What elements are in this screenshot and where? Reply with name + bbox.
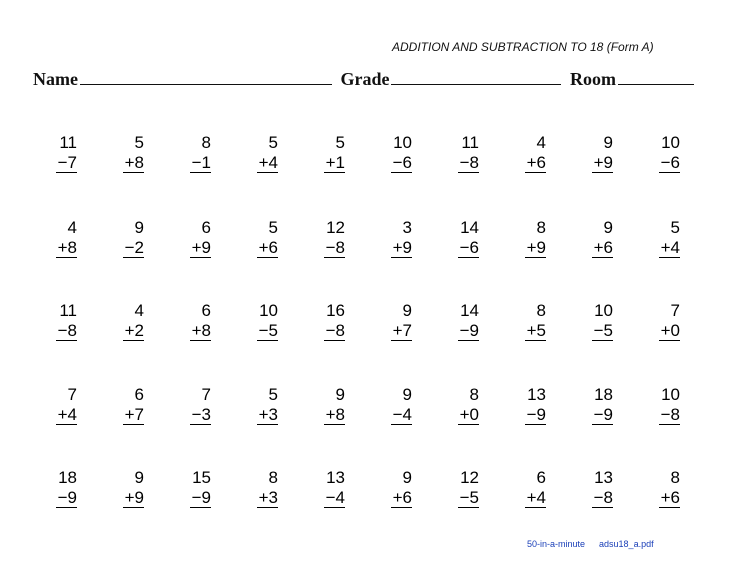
problem-operator-number [100,153,144,173]
problem-operator-number [167,238,211,258]
problem-top-number: 5 [268,385,278,404]
problem-operator-number [234,153,278,173]
problem [368,218,412,258]
problem-operator-number [100,405,144,425]
problem-bottom-value: +4 [660,238,680,257]
problem-top-number: 6 [134,385,144,404]
problem-top-number: 6 [201,301,211,320]
problem [502,385,546,425]
problem-top-number: 15 [192,468,211,487]
problem-operator-number [33,238,77,258]
problem-operator-number [167,488,211,508]
problem-operator-number [33,153,77,173]
problem-operator-number [569,488,613,508]
problem [234,218,278,258]
problem-bottom-value: −9 [526,405,546,424]
problem-bottom-value: +4 [57,405,77,424]
problem-operator-number [502,405,546,425]
problem [569,385,613,425]
problem-bottom-value: +8 [191,321,211,340]
problem-bottom-value: −1 [191,153,211,172]
problem-bottom-value: −3 [191,405,211,424]
problem [435,218,479,258]
problem [368,301,412,341]
problem [502,133,546,173]
problem-operator-number [502,321,546,341]
problem-top-number: 9 [335,385,345,404]
problem-operator-number [301,153,345,173]
problem-top-number: 4 [134,301,144,320]
problem-bottom-value: −8 [325,321,345,340]
name-label: Name [33,69,78,89]
problem-operator-number [435,153,479,173]
problem-operator-number [502,488,546,508]
problem-bottom-value: −8 [459,153,479,172]
problem-bottom-value: +8 [57,238,77,257]
problem-bottom-value: −8 [660,405,680,424]
problem-top-number: 8 [536,218,546,237]
problem-operator-number [435,238,479,258]
problem-top-number: 14 [460,218,479,237]
problem-operator-number [435,321,479,341]
problem-operator-number [569,321,613,341]
problem-top-number: 6 [201,218,211,237]
problem-operator-number [636,321,680,341]
problem-bottom-value: +6 [660,488,680,507]
room-label: Room [569,69,616,89]
problem-top-number: 4 [536,133,546,152]
footer-source: 50-in-a-minute [527,539,586,549]
problem-operator-number [368,321,412,341]
problem [100,468,144,508]
problem [234,301,278,341]
problem-top-number: 9 [603,218,613,237]
problem [234,385,278,425]
problem-operator-number [636,238,680,258]
problem-bottom-value: +9 [392,238,412,257]
problem-operator-number [33,488,77,508]
problem-top-number: 10 [594,301,613,320]
problem [33,468,77,508]
problem [636,385,680,425]
problem-top-number: 8 [201,133,211,152]
problem-bottom-value: +0 [459,405,479,424]
footer [527,539,654,549]
problem-top-number: 10 [661,133,680,152]
problem-top-number: 7 [67,385,77,404]
problem-bottom-value: +7 [392,321,412,340]
problem-top-number: 14 [460,301,479,320]
problem [435,133,479,173]
problem-bottom-value: −5 [459,488,479,507]
problem [100,301,144,341]
problem-top-number: 8 [469,385,479,404]
problem-top-number: 18 [594,385,613,404]
problem-top-number: 5 [268,133,278,152]
problem [502,468,546,508]
problem-operator-number [368,238,412,258]
problem [502,218,546,258]
problem-bottom-value: −5 [593,321,613,340]
problem-operator-number [100,321,144,341]
problem-bottom-value: −6 [392,153,412,172]
problem-bottom-value: +3 [258,488,278,507]
problem-bottom-value: +0 [660,321,680,340]
problem [167,385,211,425]
problem [569,218,613,258]
problem-top-number: 12 [326,218,345,237]
problem-operator-number [502,238,546,258]
problem [368,385,412,425]
problem-top-number: 7 [201,385,211,404]
problem [234,468,278,508]
problem [435,301,479,341]
problem-bottom-value: −7 [57,153,77,172]
problem-operator-number [301,238,345,258]
problem-bottom-value: +6 [258,238,278,257]
problem-bottom-value: +9 [191,238,211,257]
problem-operator-number [636,405,680,425]
problem-operator-number [234,405,278,425]
problem-bottom-value: +8 [124,153,144,172]
problem-operator-number [435,405,479,425]
problem [167,468,211,508]
problem-bottom-value: −2 [124,238,144,257]
problem-operator-number [569,238,613,258]
problem-bottom-value: −9 [191,488,211,507]
problem [301,301,345,341]
problem [301,133,345,173]
problem-top-number: 5 [134,133,144,152]
problem-operator-number [167,153,211,173]
problem-top-number: 5 [670,218,680,237]
problem-top-number: 16 [326,301,345,320]
problem-bottom-value: +2 [124,321,144,340]
problem [301,385,345,425]
problem-operator-number [33,321,77,341]
problem-operator-number [167,405,211,425]
problem-operator-number [569,153,613,173]
problem-top-number: 9 [134,468,144,487]
problem-bottom-value: −6 [660,153,680,172]
problem-operator-number [33,405,77,425]
problem-bottom-value: +3 [258,405,278,424]
problem [569,133,613,173]
problem-top-number: 11 [461,133,479,152]
problem [502,301,546,341]
problem-top-number: 3 [402,218,412,237]
problem [33,218,77,258]
problem-operator-number [368,488,412,508]
footer-filename: adsu18_a.pdf [599,539,654,549]
problem [569,301,613,341]
problem-bottom-value: −8 [325,238,345,257]
problem [368,468,412,508]
problem-top-number: 12 [460,468,479,487]
problem-top-number: 9 [402,385,412,404]
problem-bottom-value: +6 [392,488,412,507]
problem-bottom-value: −8 [593,488,613,507]
problem-bottom-value: −5 [258,321,278,340]
problem [636,133,680,173]
problem-bottom-value: −4 [325,488,345,507]
problem [636,468,680,508]
problem [100,133,144,173]
problem-bottom-value: −9 [57,488,77,507]
problem [167,301,211,341]
problem [167,133,211,173]
problem-operator-number [167,321,211,341]
problem-top-number: 13 [594,468,613,487]
problem-top-number: 9 [402,468,412,487]
problem [33,385,77,425]
problem-top-number: 10 [259,301,278,320]
problem-top-number: 6 [536,468,546,487]
problem-bottom-value: +4 [258,153,278,172]
problem-top-number: 4 [67,218,77,237]
worksheet-title: ADDITION AND SUBTRACTION TO 18 (Form A) [392,40,654,54]
problem [100,385,144,425]
problem-top-number: 13 [326,468,345,487]
problem [33,133,77,173]
problem-top-number: 13 [527,385,546,404]
problem-bottom-value: −9 [459,321,479,340]
problem-top-number: 11 [59,301,77,320]
problem-top-number: 7 [670,301,680,320]
problem [301,468,345,508]
problem-top-number: 11 [59,133,77,152]
problem-top-number: 18 [58,468,77,487]
problem-operator-number [368,405,412,425]
problem-operator-number [234,238,278,258]
problem-bottom-value: +9 [124,488,144,507]
problem-bottom-value: +9 [593,153,613,172]
problem-bottom-value: +6 [593,238,613,257]
problem-bottom-value: −6 [459,238,479,257]
problem-bottom-value: +7 [124,405,144,424]
problem-bottom-value: +6 [526,153,546,172]
problem [569,468,613,508]
problem [100,218,144,258]
problem [636,218,680,258]
problem-bottom-value: +1 [325,153,345,172]
problem-operator-number [234,488,278,508]
problem-operator-number [100,238,144,258]
problem-bottom-value: +8 [325,405,345,424]
problem-bottom-value: −9 [593,405,613,424]
problem-bottom-value: +5 [526,321,546,340]
problem [368,133,412,173]
problem-top-number: 10 [393,133,412,152]
problem [435,385,479,425]
problem-operator-number [368,153,412,173]
grade-label: Grade [340,69,390,89]
problem [33,301,77,341]
problem-operator-number [636,488,680,508]
problem-operator-number [301,321,345,341]
problem-top-number: 5 [335,133,345,152]
problem-operator-number [636,153,680,173]
problem-top-number: 5 [268,218,278,237]
problem-operator-number [569,405,613,425]
problem-top-number: 9 [603,133,613,152]
problem-bottom-value: +9 [526,238,546,257]
problem-bottom-value: −8 [57,321,77,340]
problem-bottom-value: −4 [392,405,412,424]
problem-operator-number [100,488,144,508]
problem-operator-number [435,488,479,508]
problem-top-number: 10 [661,385,680,404]
problem [636,301,680,341]
problem-operator-number [234,321,278,341]
problem-top-number: 8 [536,301,546,320]
problem-operator-number [301,488,345,508]
problem-top-number: 8 [670,468,680,487]
problem [234,133,278,173]
problem-top-number: 9 [402,301,412,320]
problem-bottom-value: +4 [526,488,546,507]
problem [301,218,345,258]
problem [167,218,211,258]
problem-operator-number [502,153,546,173]
problem [435,468,479,508]
problem-top-number: 8 [268,468,278,487]
problem-top-number: 9 [134,218,144,237]
problem-operator-number [301,405,345,425]
